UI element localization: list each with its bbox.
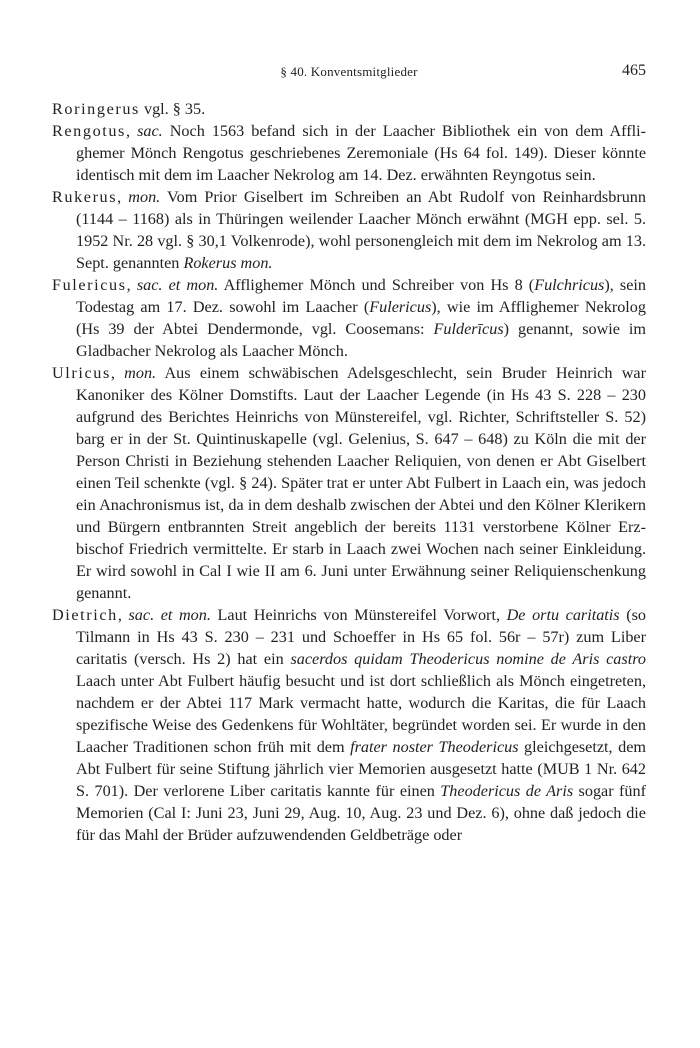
entry-headword: Rukerus xyxy=(52,188,118,206)
entry-text: , xyxy=(117,606,129,624)
entry-italic-text: sac. et mon. xyxy=(128,606,211,624)
running-head xyxy=(52,58,646,84)
entry-italic-text: De ortu caritatis xyxy=(506,606,620,624)
entry-italic-text: Fulericus xyxy=(369,298,432,316)
entry xyxy=(52,604,646,846)
entry-text: Laut Heinrichs von Münstereifel Vorwort, xyxy=(210,606,507,624)
entry-text: gleichgesetzt, dem Abt Fulbert für seine Stiftung jährlich vier Memorien ausgesetzt hatte (MUB 1 Nr. 642 S. 701). Der verlorene Liber caritatis kannte für einen xyxy=(76,738,646,800)
entry-headword: Roringerus xyxy=(52,100,140,118)
entry-italic-text: sac. xyxy=(137,122,163,140)
entry-italic-text: sacerdos quidam Theodericus nomine de Aris castro xyxy=(290,650,646,668)
entry-text: Afflighemer Mönch und Schreiber von Hs 8 ( xyxy=(218,276,535,294)
entry-headword: Dietrich xyxy=(52,606,118,624)
entry-italic-text: sac. et mon. xyxy=(136,276,219,294)
entry-italic-text: frater noster Theodericus xyxy=(350,738,519,756)
entry-text: Vom Prior Giselbert im Schreiben an Abt Rudolf von Reinhardsbrunn (1144 – 1168) als in Thüringen weilender Laacher Mönch erwähnt (MGH epp. sel. 5. 1952 Nr. 28 vgl. § 30,1 Volkenrode), wohl personengleich mit dem im Nekrolog am 13. Sept. genannten xyxy=(76,188,646,272)
entry-text: (so Tilmann in Hs 43 S. 230 – 231 und Schoeffer in Hs 65 fol. 56r – 57r) zum Liber caritatis (versch. Hs 2) hat ein xyxy=(76,606,646,668)
entry-text: vgl. § 35. xyxy=(139,100,206,118)
entry-text: Aus einem schwäbischen Adelsgeschlecht, sein Bruder Heinrich war Kanoniker des Kölner Domstifts. Laut der Laacher Legende (in Hs 43 S. 228 – 230 aufgrund des Berichtes Heinrichs von Münstereifel, vgl. Richter, Schriftsteller S. 52) barg er in der St. Quintinuskapelle (vgl. Gelenius, S. 647 – 648) zu Köln die mit der Person Christi in Beziehung stehenden Laacher Reliquien, von denen er Abt Giselbert einen Teil schenkte (vgl. § 24). Später trat er unter Abt Fulbert in Laach ein, was jedoch ein Anachronismus ist, da in dem deshalb zwischen der Abtei und den Kölner Klerikern und Bürgern entbrannten Streit angeblich der bereits 1131 verstorbene Kölner Erzbischof Friedrich vermittelte. Er starb in Laach zwei Wochen nach seiner Einkleidung. Er wird sowohl in Cal I wie II am 6. Juni unter Erwähnung seiner Reliquienschenkung genannt. xyxy=(76,364,646,602)
entry-text: , xyxy=(110,364,125,382)
entry xyxy=(52,120,646,186)
entry-italic-text: mon. xyxy=(128,188,161,206)
entry-text: Laach unter Abt Fulbert häufig besucht und ist dort schließlich als Mönch eingetreten, nachdem er der Abtei 117 Mark vermacht hatte, wodurch die Karitas, die für Laach spezifische Weise des Gedenkens für Wohltäter, begründet worden sei. Er wurde in den Laacher Traditionen schon früh mit dem xyxy=(76,672,646,756)
entry-headword: Fulericus xyxy=(52,276,127,294)
entry-italic-text: Rokerus mon. xyxy=(183,254,273,272)
entry xyxy=(52,186,646,274)
entry-headword: Ulricus xyxy=(52,364,111,382)
running-title: § 40. Konventsmitglieder xyxy=(280,64,418,79)
entry-text: , xyxy=(125,122,138,140)
entry-text: , xyxy=(126,276,137,294)
document-page xyxy=(52,58,646,846)
page-number: 465 xyxy=(622,62,646,79)
entry xyxy=(52,274,646,362)
entry-text: Noch 1563 befand sich in der Laacher Bibliothek ein von dem Afflighemer Mönch Rengotus geschriebenes Zeremoniale (Hs 64 fol. 149). Dieser könnte identisch mit dem im Laacher Nekrolog am 14. Dez. erwähnten Reyngotus sein. xyxy=(76,122,647,184)
entry-text: ), wie im Afflighemer Nekrolog (Hs 39 der Abtei Dendermonde, vgl. Coosemans: xyxy=(76,298,646,338)
entry-text: , xyxy=(117,188,129,206)
entry-italic-text: Fulchricus xyxy=(534,276,605,294)
entry-list xyxy=(52,98,646,846)
entry-italic-text: Theodericus de Aris xyxy=(440,782,574,800)
entry-headword: Rengotus xyxy=(52,122,126,140)
entry xyxy=(52,98,646,120)
entry xyxy=(52,362,646,604)
entry-text: sogar fünf Memorien (Cal I: Juni 23, Juni 29, Aug. 10, Aug. 23 und Dez. 6), ohne daß jedoch die für das Mahl der Brüder aufzuwendenden Geldbeträge oder xyxy=(76,782,647,844)
entry-text: ) genannt, sowie im Gladbacher Nekrolog als Laacher Mönch. xyxy=(76,320,646,360)
entry-italic-text: Fulderīcus xyxy=(433,320,504,338)
entry-italic-text: mon. xyxy=(124,364,157,382)
entry-text: ), sein Todestag am 17. Dez. sowohl im Laacher ( xyxy=(76,276,646,316)
